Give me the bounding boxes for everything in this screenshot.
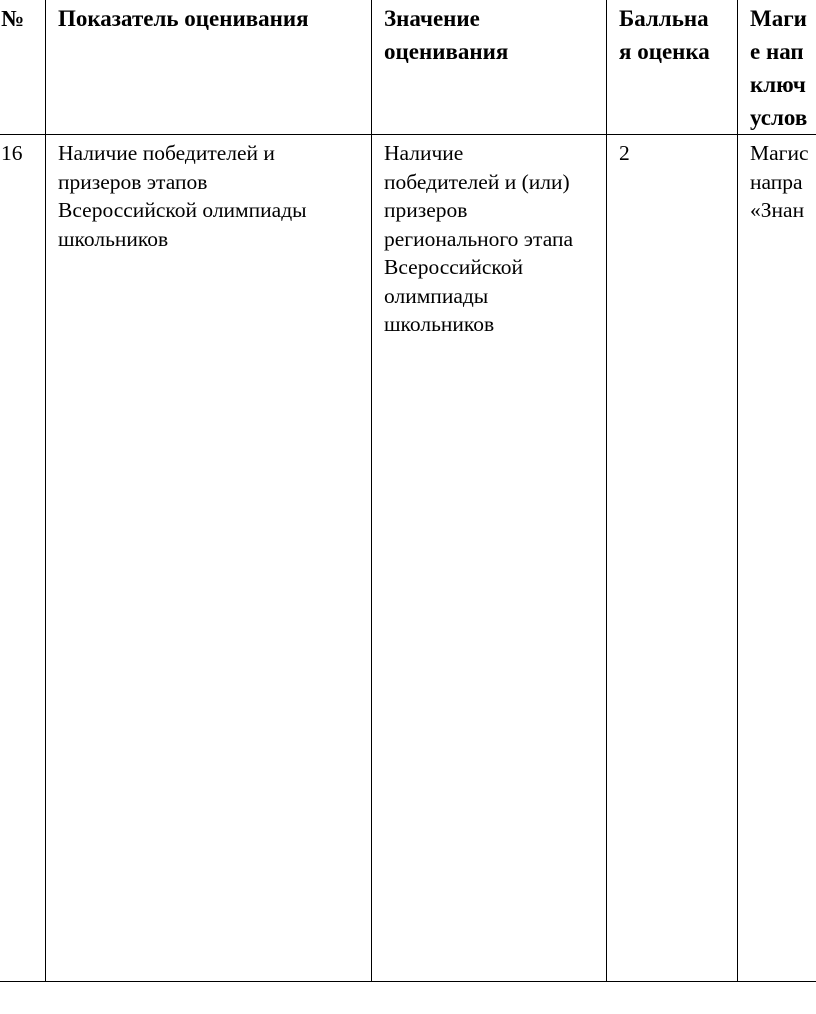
row-magistral [738, 135, 816, 982]
header-value [372, 0, 607, 135]
header-magistral [738, 0, 816, 135]
header-magistral-line: услов [750, 105, 808, 130]
row-value-line: победителей и (или) [384, 169, 570, 194]
row-score: 2 [607, 135, 738, 982]
table-header-row [0, 0, 816, 135]
header-score-line: я оценка [619, 39, 710, 64]
row-value-line: Наличие [384, 141, 464, 165]
header-indicator: Показатель оценивания [46, 0, 372, 135]
header-value-line: Значение [384, 6, 480, 31]
row-value-line: призеров [384, 198, 468, 222]
row-magistral-line: Магис [750, 141, 809, 165]
row-number: 16 [0, 135, 46, 982]
row-magistral-line: напра [750, 169, 803, 194]
row-value-line: регионального этапа [384, 226, 573, 251]
header-magistral-line: Маги [750, 6, 807, 31]
row-magistral-line: «Знан [750, 198, 805, 222]
header-score [607, 0, 738, 135]
row-value-line: олимпиады [384, 283, 489, 308]
row-value-line: школьников [384, 312, 495, 336]
header-value-line: оценивания [384, 39, 509, 64]
row-indicator-line: призеров этапов [58, 169, 208, 194]
row-value [372, 135, 607, 982]
header-magistral-line: ключ [750, 72, 806, 97]
row-value-line: Всероссийской [384, 255, 523, 279]
row-indicator-line: Всероссийской олимпиады [58, 198, 307, 222]
row-indicator [46, 135, 372, 982]
header-magistral-line: е нап [750, 39, 804, 64]
header-number: № [0, 0, 46, 135]
row-indicator-line: Наличие победителей и [58, 141, 275, 165]
row-indicator-line: школьников [58, 226, 169, 251]
table-row [0, 135, 816, 982]
header-score-line: Балльна [619, 6, 709, 31]
